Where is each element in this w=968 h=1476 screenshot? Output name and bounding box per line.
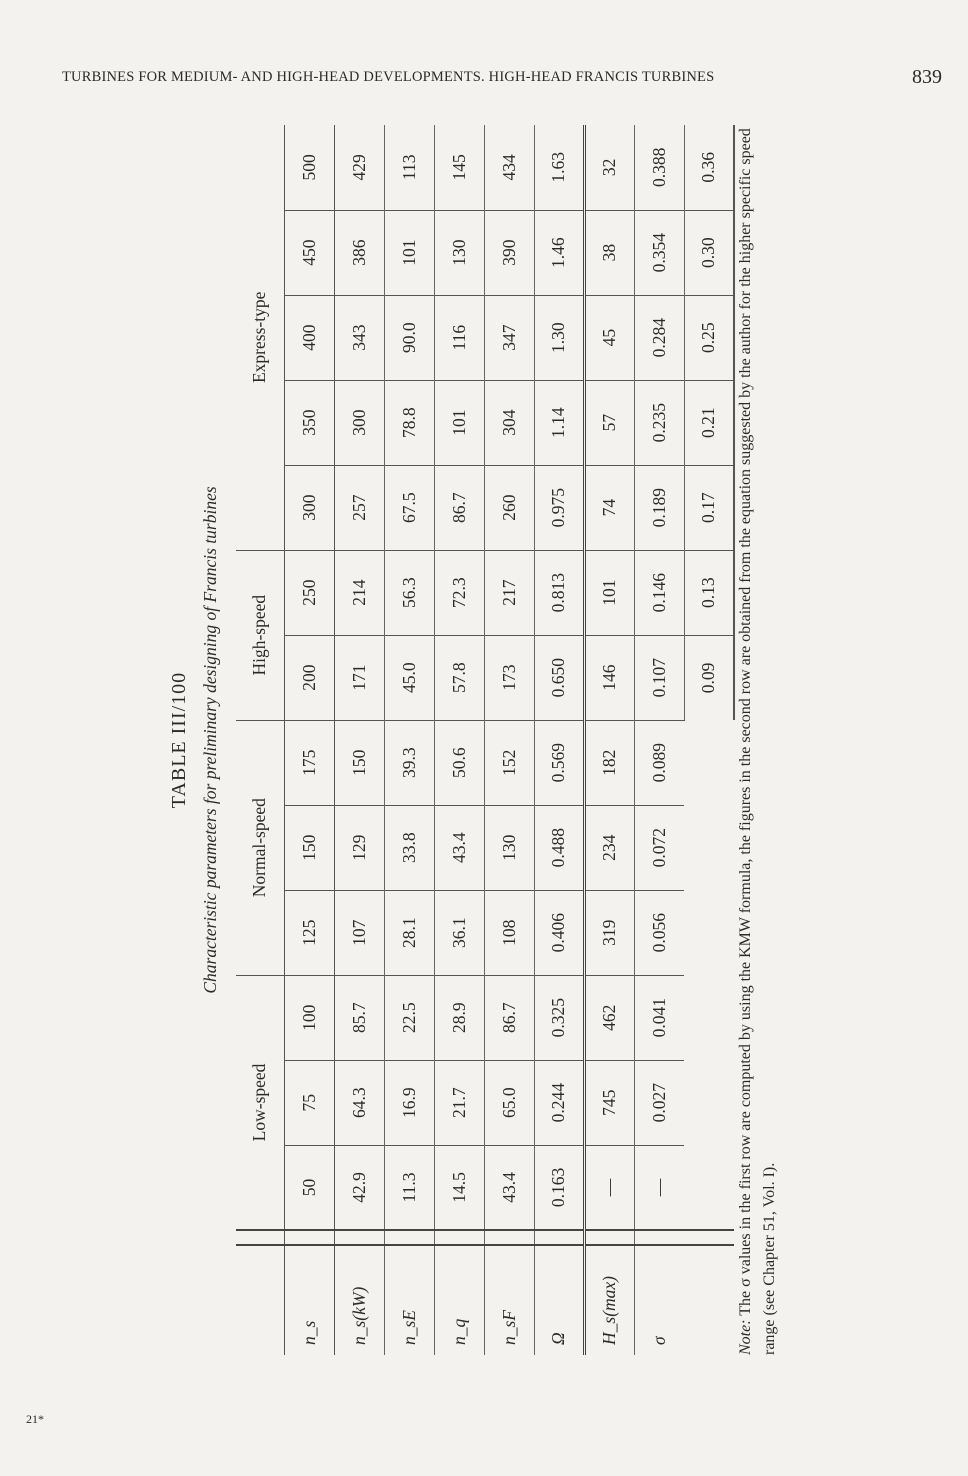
table-cell: 43.4 bbox=[434, 805, 484, 890]
table-cell: 0.569 bbox=[534, 720, 584, 805]
table-cell: 45.0 bbox=[384, 635, 434, 720]
table-cell: 67.5 bbox=[384, 465, 434, 550]
running-header-title: TURBINES FOR MEDIUM- AND HIGH-HEAD DEVELOPMENTS. HIGH-HEAD FRANCIS TURBINES bbox=[62, 68, 715, 85]
table-cell: 57 bbox=[584, 380, 634, 465]
table-cell: 28.1 bbox=[384, 890, 434, 975]
table-cell: 0.30 bbox=[684, 210, 734, 295]
table-cell: 200 bbox=[284, 635, 334, 720]
table-cell: — bbox=[634, 1145, 684, 1230]
separator-cell bbox=[584, 1230, 634, 1245]
table-cell: 38 bbox=[584, 210, 634, 295]
table-cell: 42.9 bbox=[334, 1145, 384, 1230]
table-row bbox=[634, 125, 684, 1355]
table-cell: 434 bbox=[484, 125, 534, 210]
table-cell: 214 bbox=[334, 550, 384, 635]
table-row bbox=[434, 125, 484, 1355]
page-number: 839 bbox=[912, 65, 942, 88]
table-cell: 21.7 bbox=[434, 1060, 484, 1145]
table-cell: 347 bbox=[484, 295, 534, 380]
group-high-speed: High-speed bbox=[236, 550, 284, 720]
table-cell: 11.3 bbox=[384, 1145, 434, 1230]
row-label: n_sE bbox=[384, 1245, 434, 1355]
table-cell: 45 bbox=[584, 295, 634, 380]
group-low-speed: Low-speed bbox=[236, 975, 284, 1230]
table-row bbox=[384, 125, 434, 1355]
running-header bbox=[62, 64, 942, 90]
table-cell: 0.13 bbox=[684, 550, 734, 635]
table-cell: 304 bbox=[484, 380, 534, 465]
empty-cell bbox=[684, 975, 734, 1060]
table-cell: 64.3 bbox=[334, 1060, 384, 1145]
table-row bbox=[584, 125, 634, 1355]
table-cell: 22.5 bbox=[384, 975, 434, 1060]
table-cell: 0.21 bbox=[684, 380, 734, 465]
table-cell: — bbox=[584, 1145, 634, 1230]
table-cell: 173 bbox=[484, 635, 534, 720]
table-cell: 39.3 bbox=[384, 720, 434, 805]
table-cell: 450 bbox=[284, 210, 334, 295]
table-cell: 0.488 bbox=[534, 805, 584, 890]
table-cell: 300 bbox=[284, 465, 334, 550]
table-cell: 1.46 bbox=[534, 210, 584, 295]
table-cell: 0.163 bbox=[534, 1145, 584, 1230]
table-cell: 0.056 bbox=[634, 890, 684, 975]
table-cell: 0.041 bbox=[634, 975, 684, 1060]
table-cell: 0.17 bbox=[684, 465, 734, 550]
table-cell: 113 bbox=[384, 125, 434, 210]
empty-cell bbox=[684, 890, 734, 975]
empty-cell bbox=[684, 1145, 734, 1230]
table-cell: 86.7 bbox=[484, 975, 534, 1060]
table-cell: 108 bbox=[484, 890, 534, 975]
table-cell: 0.189 bbox=[634, 465, 684, 550]
note-text: The σ values in the first row are computed by using the KMW formula, the figures in the second row are obtained from the equation suggested by the author for the higher specific speed range (see Chapter 51, Vol. I). bbox=[737, 128, 778, 1355]
table-cell: 32 bbox=[584, 125, 634, 210]
table-cell: 0.25 bbox=[684, 295, 734, 380]
header-blank-cell bbox=[236, 1245, 284, 1355]
table-cell: 300 bbox=[334, 380, 384, 465]
empty-cell bbox=[684, 805, 734, 890]
table-cell: 50 bbox=[284, 1145, 334, 1230]
table-cell: 56.3 bbox=[384, 550, 434, 635]
row-label: n_s(kW) bbox=[334, 1245, 384, 1355]
table-cell: 343 bbox=[334, 295, 384, 380]
table-cell: 107 bbox=[334, 890, 384, 975]
table-cell: 90.0 bbox=[384, 295, 434, 380]
table-cell: 350 bbox=[284, 380, 334, 465]
table-caption: Characteristic parameters for preliminary designing of Francis turbines bbox=[200, 486, 220, 994]
table-cell: 130 bbox=[484, 805, 534, 890]
row-label: n_q bbox=[434, 1245, 484, 1355]
table-cell: 125 bbox=[284, 890, 334, 975]
table-title: TABLE III/100 bbox=[168, 671, 190, 809]
table-cell: 745 bbox=[584, 1060, 634, 1145]
table-cell: 182 bbox=[584, 720, 634, 805]
table-cell: 390 bbox=[484, 210, 534, 295]
table-cell: 101 bbox=[434, 380, 484, 465]
table-cell: 257 bbox=[334, 465, 384, 550]
table-cell: 0.354 bbox=[634, 210, 684, 295]
table-cell: 171 bbox=[334, 635, 384, 720]
group-normal-speed: Normal-speed bbox=[236, 720, 284, 975]
table-cell: 100 bbox=[284, 975, 334, 1060]
table-cell: 250 bbox=[284, 550, 334, 635]
table-cell: 0.325 bbox=[534, 975, 584, 1060]
row-label: σ bbox=[648, 1336, 669, 1345]
table-cell: 386 bbox=[334, 210, 384, 295]
table-cell: 145 bbox=[434, 125, 484, 210]
table-cell: 500 bbox=[284, 125, 334, 210]
table-cell: 0.650 bbox=[534, 635, 584, 720]
table-cell: 16.9 bbox=[384, 1060, 434, 1145]
table-cell: 101 bbox=[384, 210, 434, 295]
table-cell: 36.1 bbox=[434, 890, 484, 975]
table-cell: 400 bbox=[284, 295, 334, 380]
table-cell: 462 bbox=[584, 975, 634, 1060]
table-cell: 129 bbox=[334, 805, 384, 890]
table-cell: 0.107 bbox=[634, 635, 684, 720]
table-cell: 0.284 bbox=[634, 295, 684, 380]
separator-cell bbox=[236, 1230, 284, 1245]
separator-cell bbox=[384, 1230, 434, 1245]
separator-cell bbox=[634, 1230, 684, 1245]
table-cell: 0.388 bbox=[634, 125, 684, 210]
row-label: Ω bbox=[534, 1245, 584, 1355]
table-cell: 78.8 bbox=[384, 380, 434, 465]
table-note bbox=[734, 125, 782, 1355]
parameters-table bbox=[236, 125, 735, 1355]
table-cell: 43.4 bbox=[484, 1145, 534, 1230]
table-cell: 0.027 bbox=[634, 1060, 684, 1145]
empty-cell bbox=[684, 720, 734, 805]
separator-cell bbox=[434, 1230, 484, 1245]
table-cell: 65.0 bbox=[484, 1060, 534, 1145]
table-cell: 0.09 bbox=[684, 635, 734, 720]
row-label: n_sF bbox=[484, 1245, 534, 1355]
group-express-type: Express-type bbox=[236, 125, 284, 550]
table-cell: 116 bbox=[434, 295, 484, 380]
table-cell: 50.6 bbox=[434, 720, 484, 805]
table-cell: 86.7 bbox=[434, 465, 484, 550]
separator-cell bbox=[284, 1230, 334, 1245]
table-cell: 429 bbox=[334, 125, 384, 210]
table-cell: 0.244 bbox=[534, 1060, 584, 1145]
table-cell: 85.7 bbox=[334, 975, 384, 1060]
table-cell: 0.146 bbox=[634, 550, 684, 635]
table-cell: 28.9 bbox=[434, 975, 484, 1060]
table-cell: 319 bbox=[584, 890, 634, 975]
table-cell: 1.63 bbox=[534, 125, 584, 210]
separator-cell bbox=[334, 1230, 384, 1245]
table-cell: 217 bbox=[484, 550, 534, 635]
table-cell: 0.36 bbox=[684, 125, 734, 210]
table-cell: 0.813 bbox=[534, 550, 584, 635]
group-header-row bbox=[236, 125, 284, 1355]
table-cell: 146 bbox=[584, 635, 634, 720]
table-cell: 0.975 bbox=[534, 465, 584, 550]
table-cell: 33.8 bbox=[384, 805, 434, 890]
table-row bbox=[334, 125, 384, 1355]
table-cell: 0.072 bbox=[634, 805, 684, 890]
separator-cell bbox=[534, 1230, 584, 1245]
table-cell: 75 bbox=[284, 1060, 334, 1145]
table-cell: 0.089 bbox=[634, 720, 684, 805]
table-cell: 1.30 bbox=[534, 295, 584, 380]
table-cell: 101 bbox=[584, 550, 634, 635]
row-label-blank bbox=[684, 1245, 734, 1355]
table-cell: 152 bbox=[484, 720, 534, 805]
table-cell: 72.3 bbox=[434, 550, 484, 635]
table-cell: 150 bbox=[284, 805, 334, 890]
table-cell: 130 bbox=[434, 210, 484, 295]
rotated-table-block bbox=[168, 125, 788, 1355]
table-cell: 1.14 bbox=[534, 380, 584, 465]
table-row bbox=[284, 125, 334, 1355]
table-cell: 175 bbox=[284, 720, 334, 805]
table-row bbox=[684, 125, 734, 1355]
separator-cell bbox=[484, 1230, 534, 1245]
table-cell: 234 bbox=[584, 805, 634, 890]
table-row bbox=[484, 125, 534, 1355]
sheet-number: 21* bbox=[26, 1412, 44, 1426]
table-cell: 14.5 bbox=[434, 1145, 484, 1230]
note-label: Note: bbox=[737, 1319, 754, 1355]
table-cell: 0.406 bbox=[534, 890, 584, 975]
separator-cell bbox=[684, 1230, 734, 1245]
table-cell: 260 bbox=[484, 465, 534, 550]
table-cell: 0.235 bbox=[634, 380, 684, 465]
empty-cell bbox=[684, 1060, 734, 1145]
row-label: n_s bbox=[284, 1245, 334, 1355]
table-cell: 74 bbox=[584, 465, 634, 550]
table-cell: 150 bbox=[334, 720, 384, 805]
table-row bbox=[534, 125, 584, 1355]
row-label: H_s(max) bbox=[584, 1245, 634, 1355]
table-cell: 57.8 bbox=[434, 635, 484, 720]
